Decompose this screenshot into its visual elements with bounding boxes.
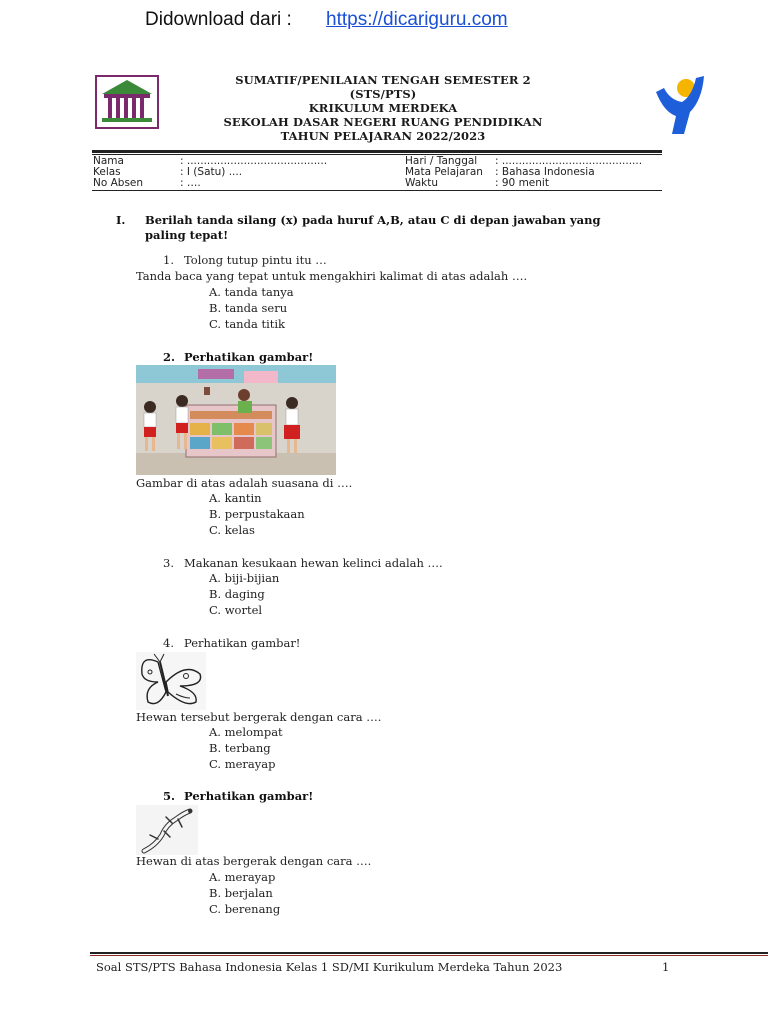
question-number: 4.	[163, 636, 174, 650]
mapel-value: : Bahasa Indonesia	[495, 166, 595, 178]
person-figure-logo	[650, 70, 710, 136]
exam-title: SUMATIF/PENILAIAN TENGAH SEMESTER 2	[235, 73, 531, 87]
answer-option[interactable]: B. perpustakaan	[209, 507, 305, 521]
mapel-label: Mata Pelajaran	[405, 166, 483, 178]
answer-option[interactable]: C. kelas	[209, 523, 255, 537]
download-source-label: Didownload dari :	[145, 9, 292, 30]
absen-label: No Absen	[93, 177, 144, 189]
answer-option[interactable]: B. terbang	[209, 741, 271, 755]
exam-subtitle: (STS/PTS)	[349, 87, 417, 101]
answer-option[interactable]: A. biji-bijian	[209, 571, 280, 585]
answer-option[interactable]: A. tanda tanya	[209, 285, 294, 299]
instruction-line-2: paling tepat!	[145, 228, 229, 242]
academic-year: TAHUN PELAJARAN 2022/2023	[280, 129, 486, 143]
download-source-link[interactable]: https://dicariguru.com	[326, 9, 508, 30]
answer-option[interactable]: B. tanda seru	[209, 301, 288, 315]
lizard-illustration	[136, 805, 198, 855]
nama-field[interactable]: : ..........................................	[180, 155, 328, 167]
identity-divider	[92, 190, 662, 191]
answer-option[interactable]: C. wortel	[209, 603, 263, 617]
question-prompt: Makanan kesukaan hewan kelinci adalah ….	[184, 556, 443, 570]
canteen-illustration	[136, 365, 336, 475]
answer-option[interactable]: C. merayap	[209, 757, 276, 771]
school-building-logo	[94, 74, 160, 130]
question-stem: Hewan di atas bergerak dengan cara ….	[136, 854, 372, 868]
answer-option[interactable]: A. melompat	[209, 725, 283, 739]
waktu-value: : 90 menit	[495, 177, 549, 189]
answer-option[interactable]: C. berenang	[209, 902, 281, 916]
butterfly-illustration	[136, 652, 206, 710]
kelas-field[interactable]: : I (Satu) ....	[180, 166, 243, 178]
question-number: 2.	[163, 350, 176, 364]
footer-divider-thin	[90, 955, 768, 956]
hari-label: Hari / Tanggal	[405, 155, 478, 167]
answer-option[interactable]: B. daging	[209, 587, 265, 601]
footer-text: Soal STS/PTS Bahasa Indonesia Kelas 1 SD/MI Kurikulum Merdeka Tahun 2023	[96, 960, 563, 974]
header-divider	[92, 150, 662, 153]
question-number: 3.	[163, 556, 174, 570]
question-prompt: Perhatikan gambar!	[184, 350, 314, 364]
nama-label: Nama	[93, 155, 124, 167]
answer-option[interactable]: A. merayap	[209, 870, 276, 884]
absen-field[interactable]: : ….	[180, 177, 201, 189]
question-prompt: Perhatikan gambar!	[184, 789, 314, 803]
question-stem: Gambar di atas adalah suasana di ….	[136, 476, 353, 490]
answer-option[interactable]: B. berjalan	[209, 886, 273, 900]
footer-divider	[90, 952, 768, 954]
question-prompt: Tolong tutup pintu itu …	[184, 253, 327, 267]
question-prompt: Perhatikan gambar!	[184, 636, 301, 650]
question-number: 1.	[163, 253, 174, 267]
curriculum-title: KRIKULUM MERDEKA	[308, 101, 458, 115]
answer-option[interactable]: C. tanda titik	[209, 317, 286, 331]
instruction-line-1: Berilah tanda silang (x) pada huruf A,B, atau C di depan jawaban yang	[145, 213, 601, 227]
question-stem: Hewan tersebut bergerak dengan cara ….	[136, 710, 382, 724]
school-name: SEKOLAH DASAR NEGERI RUANG PENDIDIKAN	[223, 115, 543, 129]
waktu-label: Waktu	[405, 177, 438, 189]
answer-option[interactable]: A. kantin	[209, 491, 262, 505]
section-numeral: I.	[116, 213, 126, 227]
kelas-label: Kelas	[93, 166, 121, 178]
hari-field[interactable]: : ..........................................	[495, 155, 643, 167]
page-number: 1	[662, 960, 670, 974]
question-number: 5.	[163, 789, 176, 803]
question-stem: Tanda baca yang tepat untuk mengakhiri kalimat di atas adalah ….	[136, 269, 528, 283]
